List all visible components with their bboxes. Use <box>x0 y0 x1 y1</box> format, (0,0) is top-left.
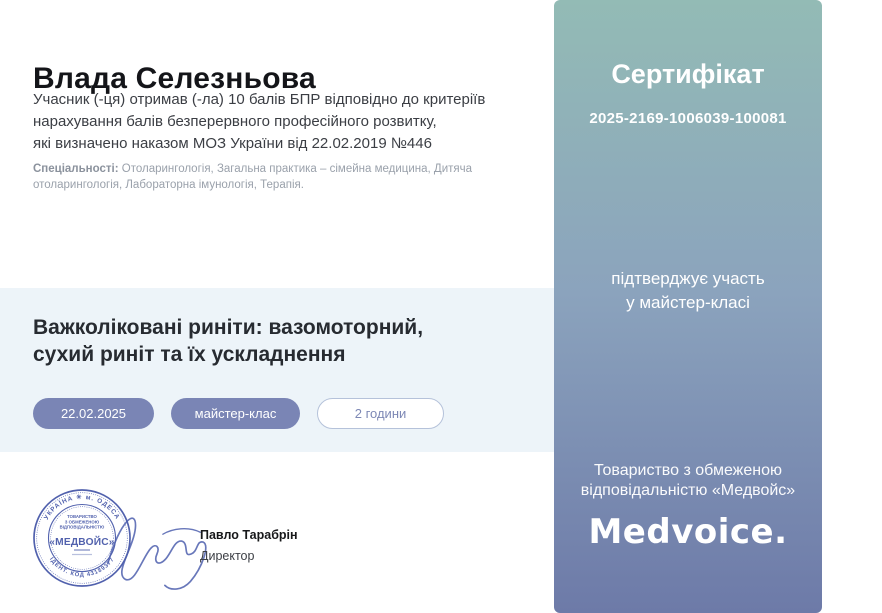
certificate-number: 2025-2169-1006039-100081 <box>589 110 787 127</box>
event-type-badge: майстер-клас <box>171 398 300 429</box>
confirmation-line1: підтверджує участь <box>611 269 765 288</box>
stamp-org-line1: ТОВАРИСТВО <box>67 514 97 519</box>
stamp-org-line3: ВІДПОВІДАЛЬНІСТЮ <box>59 524 105 530</box>
confirmation-text <box>554 267 822 315</box>
confirmation-line2: у майстер-класі <box>626 293 750 312</box>
organization-line1: Товариство з обмеженою <box>593 462 782 479</box>
course-title-line1: Важколіковані риніти: вазомоторний, <box>33 316 424 339</box>
stamp-center-text: «МЕДВОЙС» <box>49 537 115 548</box>
course-panel <box>0 288 556 452</box>
course-title <box>33 314 423 368</box>
signatory-name: Павло Тарабрін <box>200 528 298 542</box>
specialties-value: Отоларингологія, Загальна практика – сімейна медицина, Дитяча отоларингологія, Лабораторна імунологія, Терапія. <box>33 163 473 191</box>
course-badges <box>33 398 444 429</box>
organization-name <box>554 461 822 501</box>
stamp-org-line2: З ОБМЕЖЕНОЮ <box>64 519 100 525</box>
award-description-line3: які визначено наказом МОЗ України від 22.02.2019 №446 <box>33 135 432 152</box>
award-description-line1: Учасник (-ця) отримав (-ла) 10 балів БПР відповідно до критеріїв <box>33 91 486 108</box>
organization-line2: відповідальністю «Медвойс» <box>580 482 796 499</box>
certificate-side-panel <box>554 0 822 613</box>
medvoice-logo: Medvoice. <box>588 512 788 552</box>
stamp-ring-bottom-text: ІДЕНТ. КОД 43189377 <box>48 556 116 579</box>
duration-badge: 2 години <box>317 398 444 429</box>
specialties-label: Спеціальності: <box>33 163 119 175</box>
signatory-role: Директор <box>200 549 255 563</box>
award-description-line2: нарахування балів безперервного професійного розвитку, <box>33 113 437 130</box>
stamp-ring-top-text: УКРАЇНА ✳ м. ОДЕСА <box>42 493 122 522</box>
award-description <box>33 89 485 155</box>
specialties-text <box>33 162 535 193</box>
date-badge: 22.02.2025 <box>33 398 154 429</box>
certificate-title: Сертифікат <box>611 59 765 89</box>
director-signature-icon <box>98 492 216 602</box>
recipient-name: Влада Селезньова <box>33 62 316 96</box>
course-title-line2: сухий риніт та їх ускладнення <box>33 343 346 366</box>
